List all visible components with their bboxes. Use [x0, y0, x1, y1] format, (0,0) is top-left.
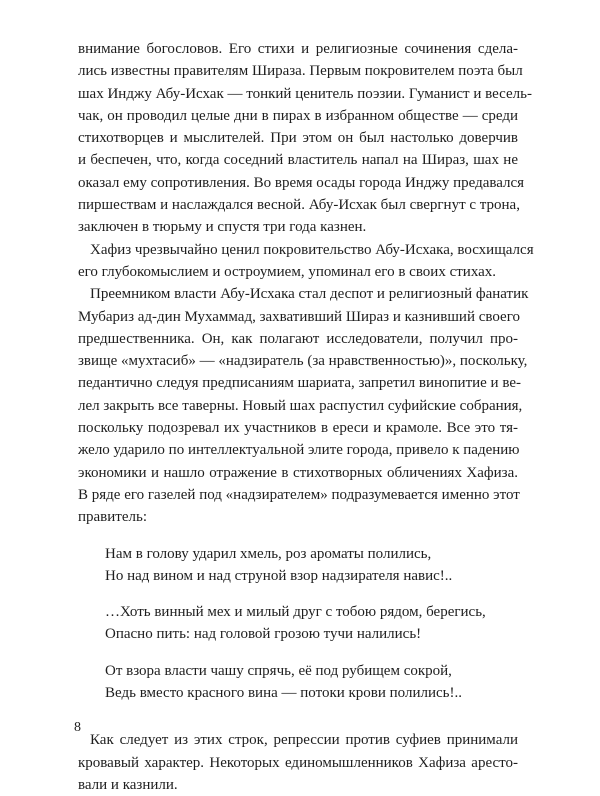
text-line: чак, он проводил целые дни в пирах в избранном обществе — среди — [78, 107, 518, 124]
poem-line: …Хоть винный мех и милый друг с тобою рядом, берегись, — [105, 604, 486, 621]
text-line: стихотворцев и мыслителей. При этом он был настолько доверчив — [78, 130, 518, 147]
text-line: заключен в тюрьму и спустя три года казнен. — [78, 219, 367, 236]
poem-line: Ведь вместо красного вина — потоки крови полились!.. — [105, 685, 463, 702]
poem-line: Но над вином и над струной взор надзирателя навис!.. — [105, 567, 453, 584]
text-line: шах Инджу Абу-Исхак — тонкий ценитель поэзии. Гуманист и весель- — [78, 85, 532, 102]
text-line: Мубариз ад-дин Мухаммад, захвативший Шираз и казнивший своего — [78, 308, 520, 325]
poem — [78, 543, 518, 705]
text-line: поскольку подозревал их участников в ереси и крамоле. Все это тя- — [78, 420, 518, 437]
text-line: Как следует из этих строк, репрессии против суфиев принимали — [90, 732, 518, 749]
text-line: внимание богословов. Его стихи и религиозные сочинения сдела- — [78, 41, 518, 57]
text-line: Хафиз чрезвычайно ценил покровительство Абу-Исхака, восхищался — [90, 241, 534, 258]
text-line: его глубокомыслием и остроумием, упоминал его в своих стихах. — [78, 263, 497, 280]
text-line: звище «мухтасиб» — «надзиратель (за нравственностью)», поскольку, — [78, 353, 528, 370]
text-line: лись известны правителям Шираза. Первым покровителем поэта был — [78, 63, 523, 80]
poem-stanza — [105, 543, 518, 588]
text-line: кровавый характер. Некоторых единомышленников Хафиза аресто- — [78, 754, 518, 771]
text-line: экономики и нашло отражение в стихотворных обличениях Хафиза. — [78, 464, 518, 481]
text-line: Преемником власти Абу-Исхака стал деспот и религиозный фанатик — [90, 286, 529, 303]
text-line: правитель: — [78, 509, 148, 526]
poem-line: Опасно пить: над головой грозою тучи налились! — [105, 626, 422, 643]
poem-line: От взора власти чашу спрячь, её под рубищем сокрой, — [105, 662, 452, 679]
text-line: педантично следуя предписаниям шариата, запретил винопитие и ве- — [78, 375, 521, 392]
paragraph-2 — [78, 239, 534, 284]
poem-line: Нам в голову ударил хмель, роз ароматы полились, — [105, 545, 432, 562]
paragraph-3 — [78, 283, 529, 528]
poem-stanza — [105, 601, 518, 646]
page-number: 8 — [74, 720, 81, 735]
text-line: пиршествам и наслаждался весной. Абу-Исхак был свергнут с трона, — [78, 197, 520, 214]
page-body — [78, 38, 534, 796]
paragraph-closing — [78, 729, 518, 796]
text-line: жело ударило по интеллектуальной элите города, привело к падению — [78, 442, 520, 459]
poem-stanza — [105, 660, 518, 705]
text-line: оказал ему сопротивления. Во время осады города Инджу предавался — [78, 174, 525, 191]
text-line: вали и казнили. — [78, 776, 178, 793]
text-line: и беспечен, что, когда соседний властитель напал на Шираз, шах не — [78, 152, 518, 169]
paragraph-1 — [78, 38, 532, 239]
text-line: лел закрыть все таверны. Новый шах распустил суфийские собрания, — [78, 397, 523, 414]
text-line: предшественника. Он, как полагают исследователи, получил про- — [78, 330, 518, 347]
text-line: В ряде его газелей под «надзирателем» подразумевается именно этот — [78, 486, 520, 503]
